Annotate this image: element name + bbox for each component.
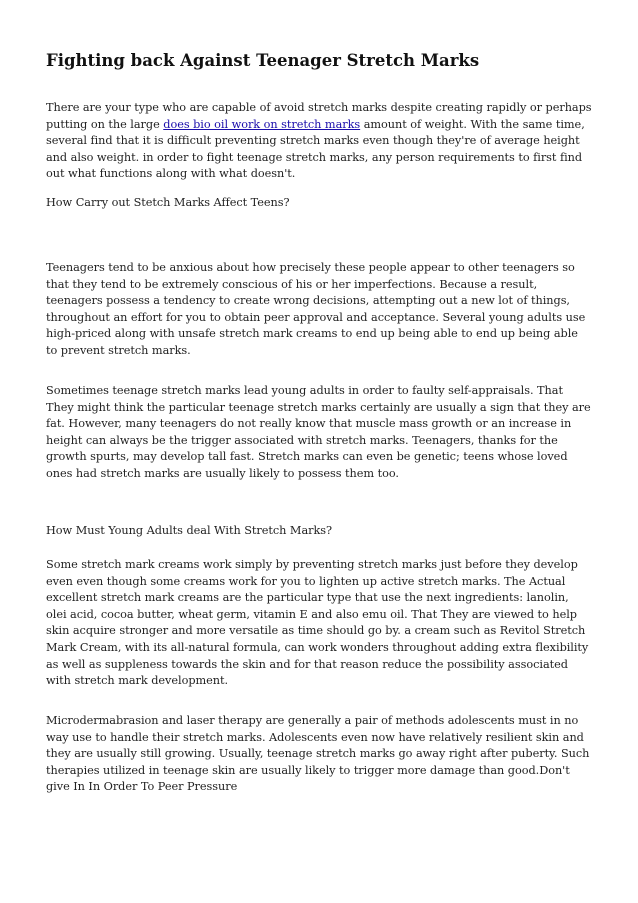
section-heading-affect-teens: How Carry out Stetch Marks Affect Teens? (46, 196, 290, 209)
paragraph-therapies: Microdermabrasion and laser therapy are generally a pair of methods adolescents must in no way use to handle their stretch marks. Adolescents even now have relatively resilient skin and they are usually still growing. Usually, teenage stretch marks go away right after puberty. Such therapies utilized in teenage skin are usually likely to trigger more damage than good.Don't give In In Order To Peer Pressure (46, 714, 590, 794)
paragraph-anxiety: Teenagers tend to be anxious about how precisely these people appear to other teenagers so that they tend to be extremely conscious of his or her imperfections. Because a result, teenagers possess a tendency to create wrong decisions, attempting out a new lot of things, throughout an effort for you to obtain peer approval and acceptance. Several young adults use high-priced along with unsafe stretch mark creams to end up being able to end up being able to prevent stretch marks. (46, 261, 586, 357)
intro-text-after-link: amount of weight. With the same time, several find that it is difficult preventing stretch marks even though they're of average height and also weight. in order to fight teenage stretch marks, any person requirements to first find out what functions along with what doesn't. (46, 117, 585, 181)
intro-paragraph (46, 100, 592, 183)
section-heading-deal-with: How Must Young Adults deal With Stretch Marks? (46, 524, 333, 537)
paragraph-creams: Some stretch mark creams work simply by preventing stretch marks just before they develop even even though some creams work for you to lighten up active stretch marks. The Actual excellent stretch mark creams are the particular type that use the next ingredients: lanolin, olei acid, cocoa butter, wheat germ, vitamin E and also emu oil. That They are viewed to help skin acquire stronger and more versatile as time should go by. a cream such as Revitol Stretch Mark Cream, with its all-natural formula, can work wonders throughout adding extra flexibility as well as suppleness towards the skin and for that reason reduce the possibility associated with stretch mark development. (46, 558, 589, 688)
page-title: Fighting back Against Teenager Stretch Marks (46, 51, 480, 70)
paragraph-self-appraisal: Sometimes teenage stretch marks lead young adults in order to faulty self-appraisals. That They might think the particular teenage stretch marks certainly are usually a sign that they are fat. However, many teenagers do not really know that muscle mass growth or an increase in height can always be the trigger associated with stretch marks. Teenagers, thanks for the growth spurts, may develop tall fast. Stretch marks can even be genetic; teens whose loved ones had stretch marks are usually likely to possess them too. (46, 384, 591, 480)
stretch-marks-link[interactable]: does bio oil work on stretch marks (163, 117, 361, 131)
intro-text-before-link: There are your type who are capable of avoid stretch marks despite creating rapidly or perhaps putting on the large (46, 101, 592, 131)
